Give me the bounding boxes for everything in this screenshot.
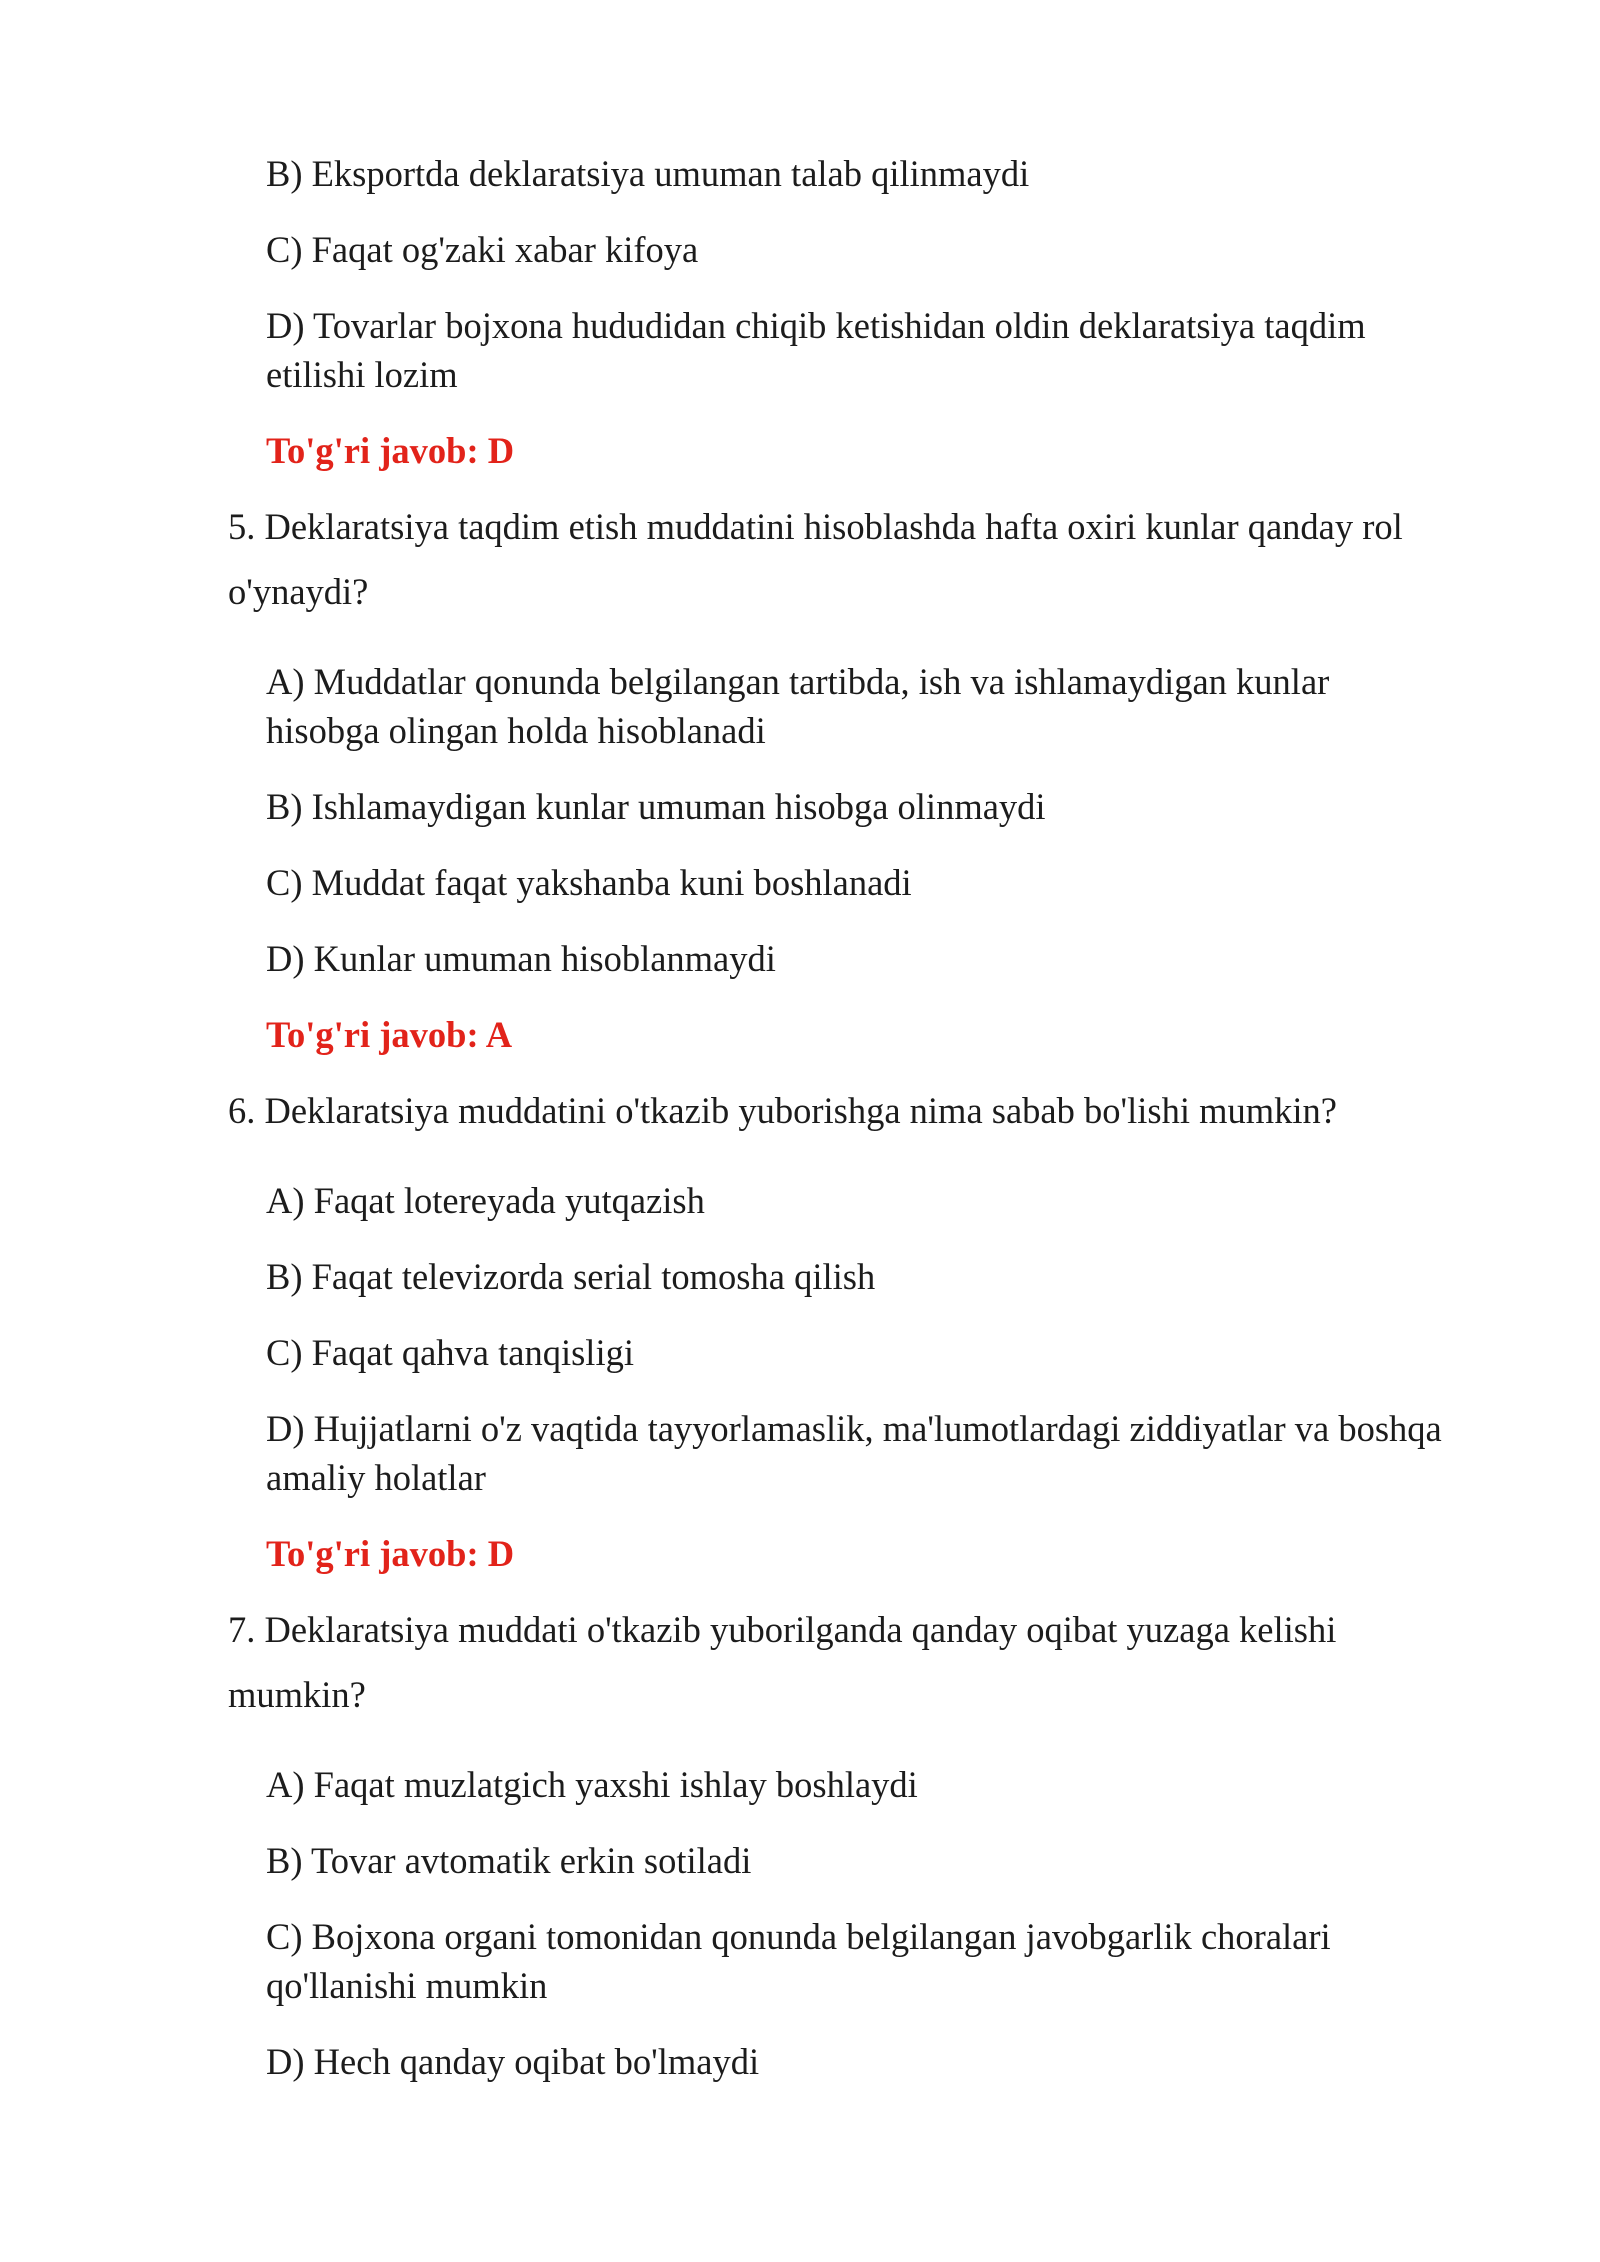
q7-option-c-line2: qo'llanishi mumkin	[266, 1965, 548, 2006]
q5-question-line2: o'ynaydi?	[228, 571, 369, 612]
q7-question-line2: mumkin?	[228, 1674, 366, 1715]
q7-question-line1: 7. Deklaratsiya muddati o'tkazib yuborilganda qanday oqibat yuzaga kelishi	[228, 1609, 1337, 1650]
q4-option-c: C) Faqat og'zaki xabar kifoya	[266, 229, 699, 270]
q6-option-b: B) Faqat televizorda serial tomosha qilish	[266, 1256, 876, 1297]
q5-option-c: C) Muddat faqat yakshanba kuni boshlanadi	[266, 862, 912, 903]
q6-answer: To'g'ri javob: D	[266, 1533, 515, 1574]
q5-option-a-line1: A) Muddatlar qonunda belgilangan tartibda, ish va ishlamaydigan kunlar	[266, 661, 1330, 702]
q6-question: 6. Deklaratsiya muddatini o'tkazib yuborishga nima sabab bo'lishi mumkin?	[228, 1090, 1337, 1131]
q6-option-d-line2: amaliy holatlar	[266, 1457, 486, 1498]
q5-question-line1: 5. Deklaratsiya taqdim etish muddatini hisoblashda hafta oxiri kunlar qanday rol	[228, 506, 1403, 547]
q5-option-a-line2: hisobga olingan holda hisoblanadi	[266, 710, 766, 751]
q7-option-d: D) Hech qanday oqibat bo'lmaydi	[266, 2041, 760, 2082]
q5-answer: To'g'ri javob: A	[266, 1014, 513, 1055]
q6-option-c: C) Faqat qahva tanqisligi	[266, 1332, 634, 1373]
q4-option-b: B) Eksportda deklaratsiya umuman talab qilinmaydi	[266, 153, 1030, 194]
q7-option-a: A) Faqat muzlatgich yaxshi ishlay boshlaydi	[266, 1764, 918, 1805]
q5-option-d: D) Kunlar umuman hisoblanmaydi	[266, 938, 776, 979]
q4-option-d-line2: etilishi lozim	[266, 354, 458, 395]
q6-option-d-line1: D) Hujjatlarni o'z vaqtida tayyorlamaslik, ma'lumotlardagi ziddiyatlar va boshqa	[266, 1408, 1442, 1449]
q6-option-a: A) Faqat lotereyada yutqazish	[266, 1180, 705, 1221]
q4-option-d-line1: D) Tovarlar bojxona hududidan chiqib ketishidan oldin deklaratsiya taqdim	[266, 305, 1366, 346]
q4-answer: To'g'ri javob: D	[266, 430, 515, 471]
q7-option-c-line1: C) Bojxona organi tomonidan qonunda belgilangan javobgarlik choralari	[266, 1916, 1331, 1957]
q5-option-b: B) Ishlamaydigan kunlar umuman hisobga olinmaydi	[266, 786, 1046, 827]
q7-option-b: B) Tovar avtomatik erkin sotiladi	[266, 1840, 752, 1881]
